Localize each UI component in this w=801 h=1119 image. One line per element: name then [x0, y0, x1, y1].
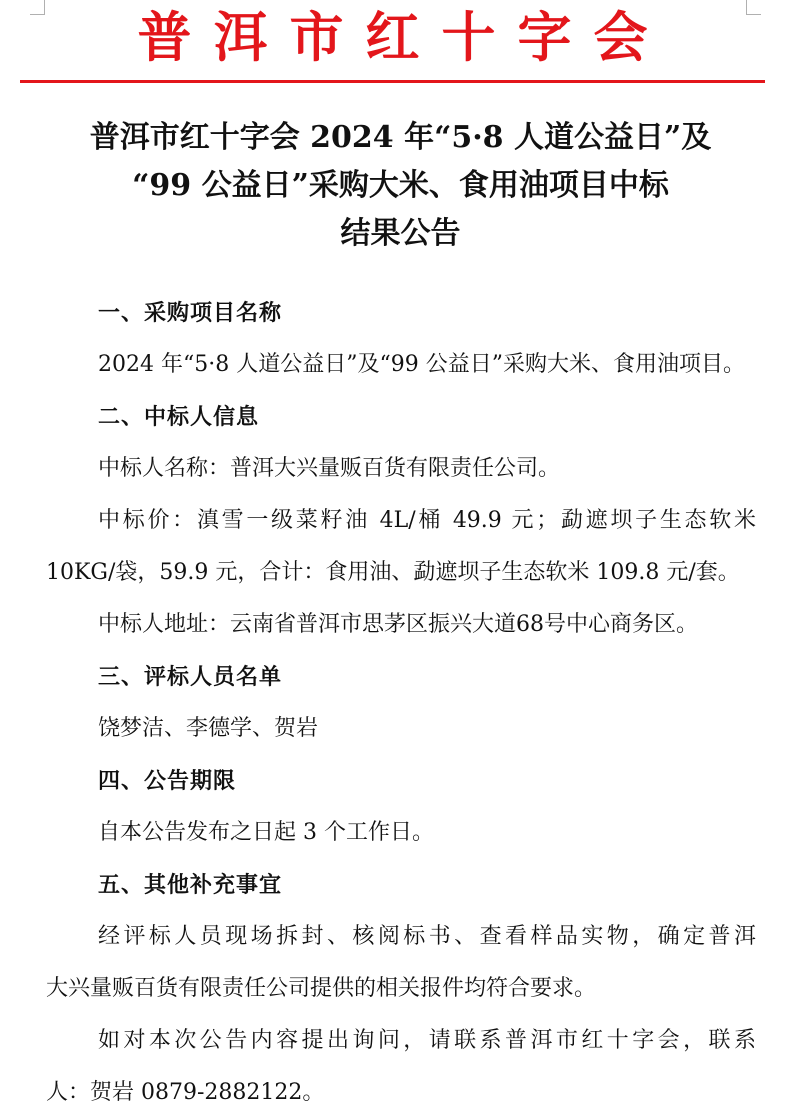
section-heading-notice-period: 四、公告期限: [98, 768, 237, 794]
section-heading-project-name: 一、采购项目名称: [98, 300, 283, 326]
letterhead-red-rule: [20, 80, 765, 83]
other-matters-p2-line-1: 如对本次公告内容提出询问，请联系普洱市红十字会，联系: [98, 1028, 756, 1053]
winner-address-text: 中标人地址：云南省普洱市思茅区振兴大道68号中心商务区。: [98, 612, 698, 637]
winning-price-paragraph: [46, 495, 756, 599]
document-title-line-2: “99 公益日”采购大米、食用油项目中标: [132, 168, 669, 203]
winning-price-line-1: 中标价：滇雪一级菜籽油 4L/桶 49.9 元；勐遮坝子生态软米: [98, 508, 756, 533]
winner-name-text: 中标人名称：普洱大兴量贩百货有限责任公司。: [98, 456, 561, 481]
section-heading-winner-info: 二、中标人信息: [98, 404, 260, 430]
notice-period-text: 自本公告发布之日起 3 个工作日。: [98, 820, 434, 845]
letterhead: [20, 0, 765, 86]
other-matters-p2-line-2: 人：贺岩 0879-2882122。: [46, 1080, 325, 1105]
section-heading-other-matters: 五、其他补充事宜: [98, 872, 283, 898]
document-body: [46, 287, 756, 1119]
other-matters-paragraph-2: [46, 1015, 756, 1119]
document-title: [40, 114, 761, 258]
project-name-text: 2024 年“5·8 人道公益日”及“99 公益日”采购大米、食用油项目。: [98, 352, 745, 377]
document-title-line-3: 结果公告: [340, 216, 461, 251]
section-heading-evaluators: 三、评标人员名单: [98, 664, 283, 690]
other-matters-paragraph-1: [46, 911, 756, 1015]
winning-price-line-2: 10KG/袋，59.9 元，合计：食用油、勐遮坝子生态软米 109.8 元/套。: [46, 560, 740, 585]
other-matters-p1-line-2: 大兴量贩百货有限责任公司提供的相关报件均符合要求。: [46, 976, 597, 1001]
letterhead-org-name: 普洱市红十字会: [137, 6, 670, 69]
document-title-line-1: 普洱市红十字会 2024 年“5·8 人道公益日”及: [89, 120, 712, 155]
evaluators-list-text: 饶梦洁、李德学、贺岩: [98, 716, 319, 741]
other-matters-p1-line-1: 经评标人员现场拆封、核阅标书、查看样品实物，确定普洱: [98, 924, 756, 949]
